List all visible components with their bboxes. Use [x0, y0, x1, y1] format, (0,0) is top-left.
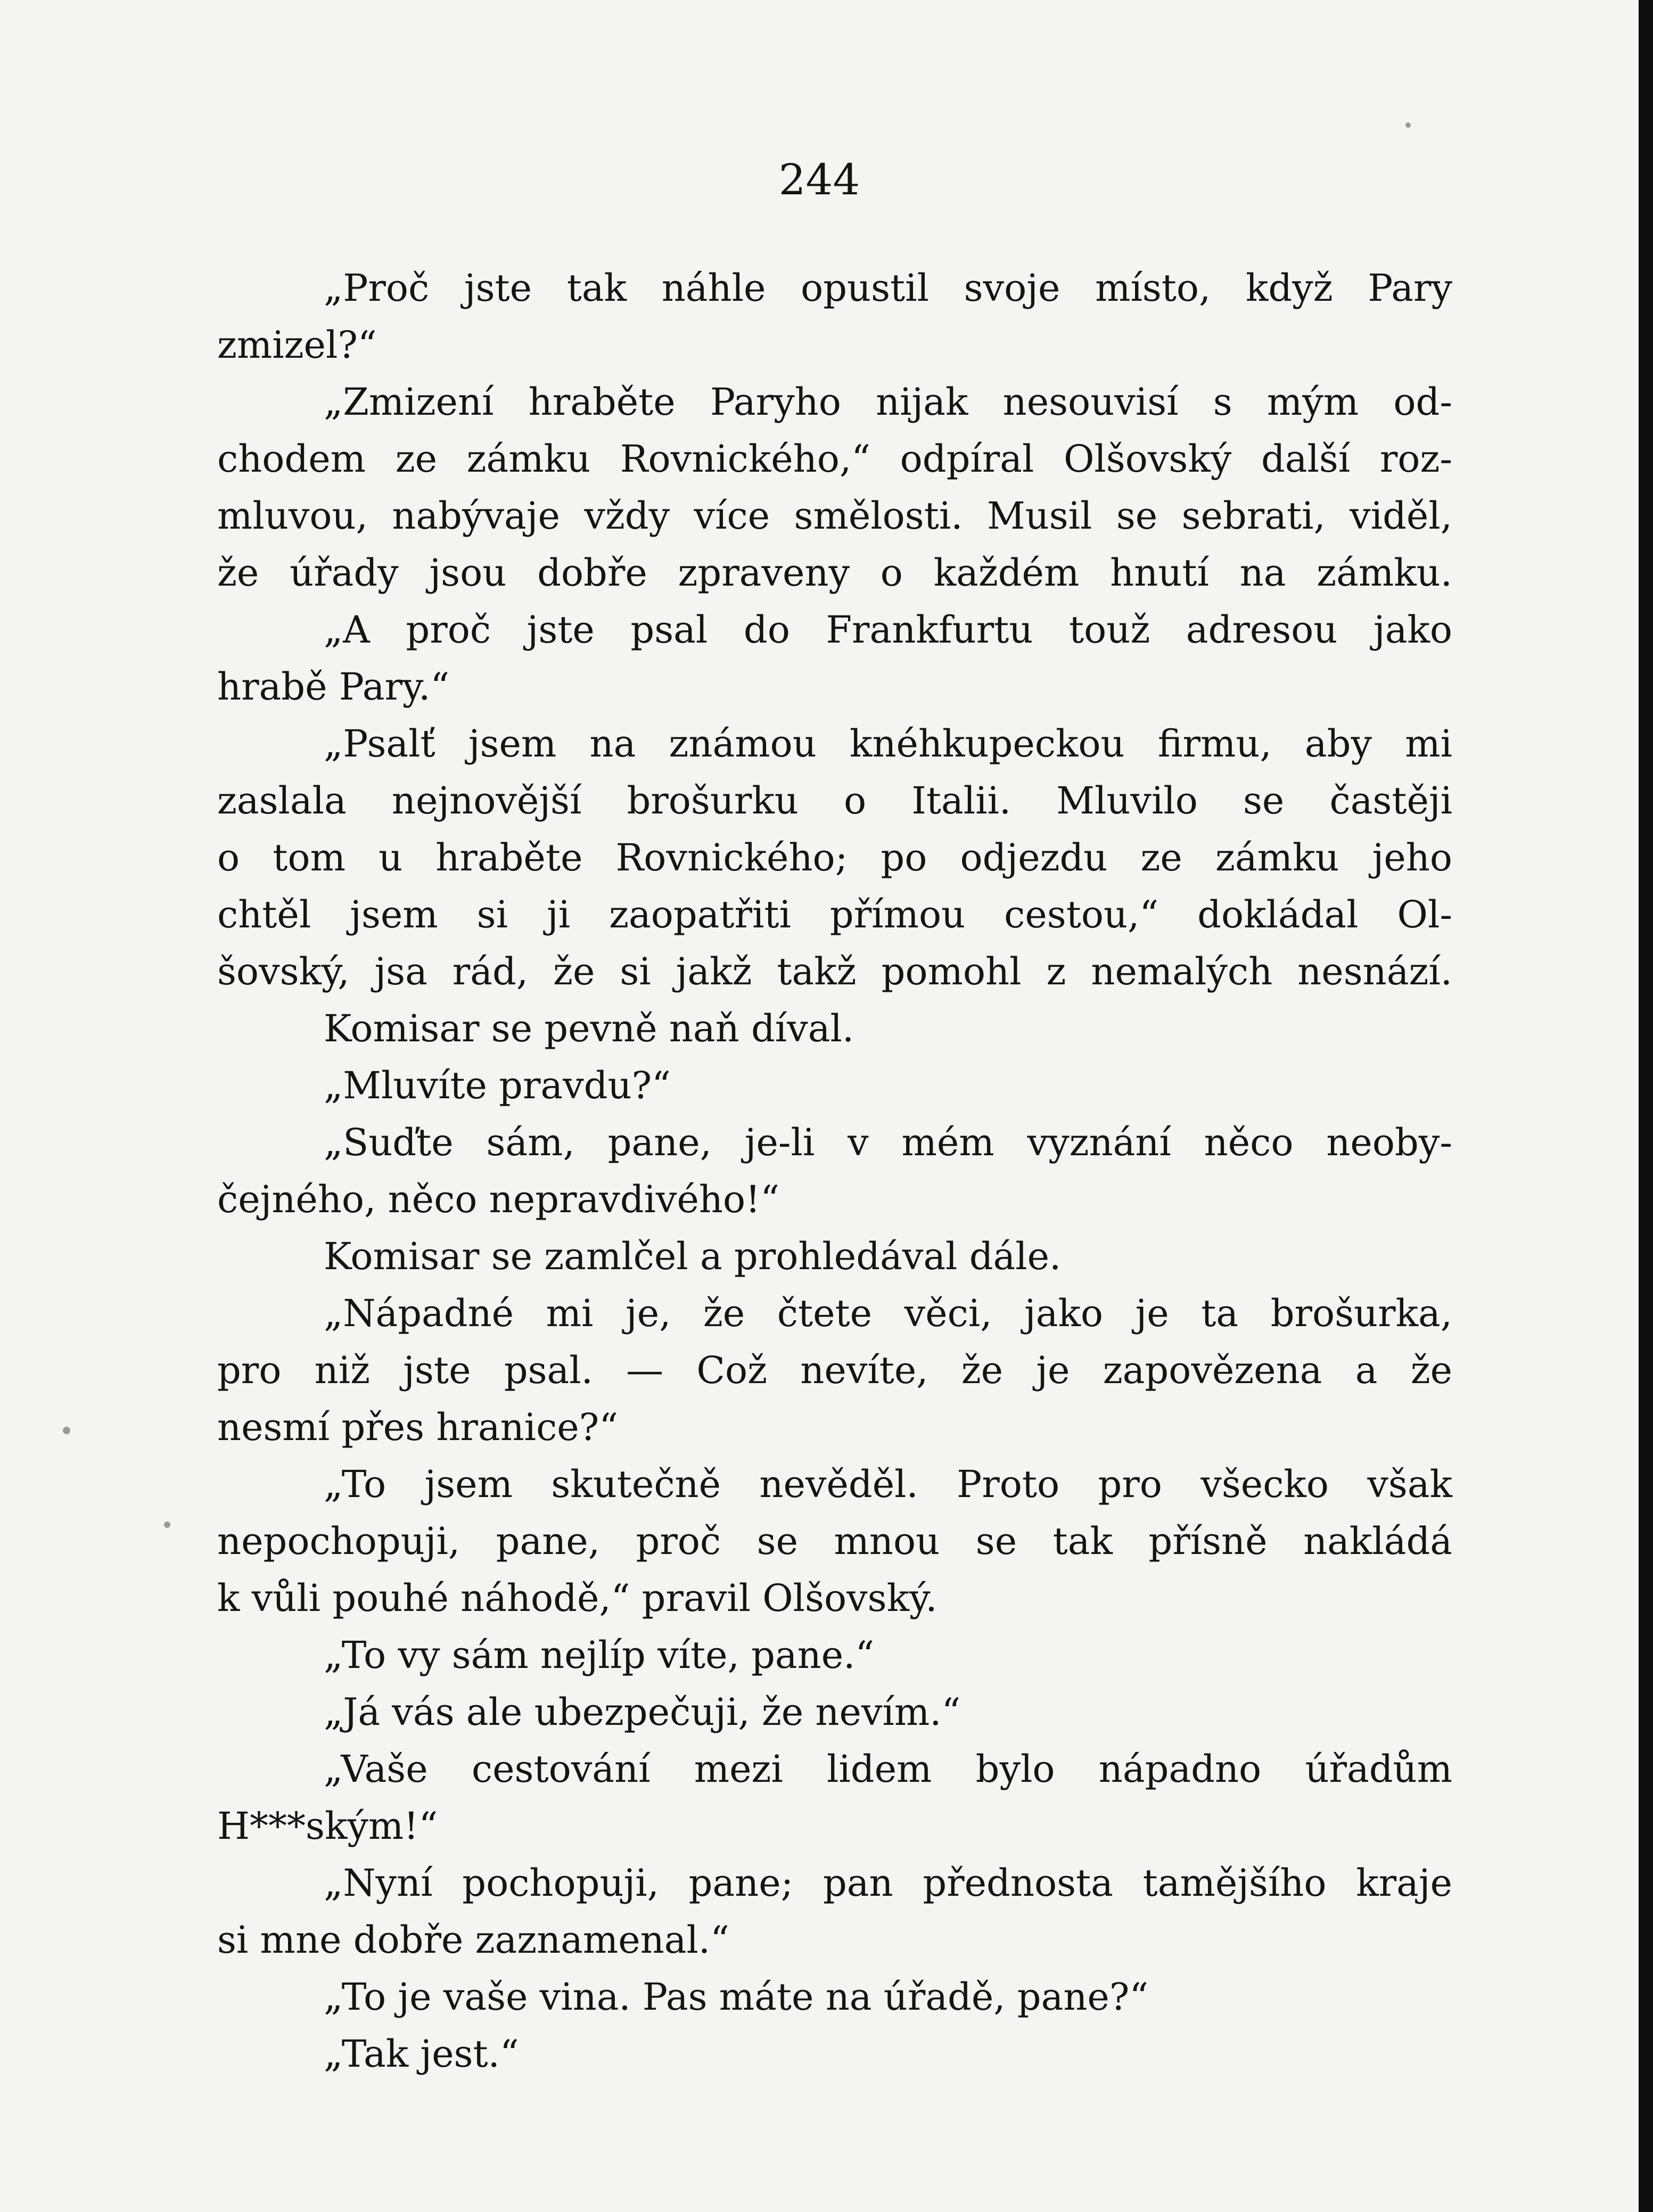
text-line: „Tak jest.“ [324, 2032, 519, 2076]
body-text [217, 260, 1452, 2083]
text-line: zaslala nejnovější brošurku o Italii. Mluvilo se častěji [217, 779, 1452, 823]
text-line: „To je vaše vina. Pas máte na úřadě, pane?“ [324, 1975, 1149, 2019]
text-line: „Psalť jsem na známou knéhkupeckou firmu, aby mi [324, 722, 1452, 766]
text-line: chodem ze zámku Rovnického,“ odpíral Olšovský další roz- [217, 437, 1452, 481]
text-line: nepochopuji, pane, proč se mnou se tak přísně nakládá [217, 1519, 1452, 1563]
text-line: nesmí přes hranice?“ [217, 1405, 619, 1449]
text-line: Komisar se zamlčel a prohledával dále. [324, 1235, 1062, 1278]
text-line: „A proč jste psal do Frankfurtu touž adresou jako [324, 608, 1452, 652]
text-line: si mne dobře zaznamenal.“ [217, 1918, 729, 1962]
text-line: chtěl jsem si ji zaopatřiti přímou cestou,“ dokládal Ol- [217, 893, 1452, 936]
page-speck [164, 1522, 170, 1528]
text-line: Komisar se pevně naň díval. [324, 1007, 854, 1050]
text-line: šovský, jsa rád, že si jakž takž pomohl z nemalých nesnází. [217, 950, 1452, 993]
text-line: hrabě Pary.“ [217, 665, 450, 709]
page-speck [63, 1427, 70, 1434]
text-line: H***ským!“ [217, 1804, 438, 1848]
text-line: zmizel?“ [217, 323, 377, 367]
text-line: čejného, něco nepravdivého!“ [217, 1178, 780, 1221]
text-line: „Já vás ale ubezpečuji, že nevím.“ [324, 1690, 961, 1734]
text-line: „To vy sám nejlíp víte, pane.“ [324, 1633, 875, 1677]
scan-edge [1639, 0, 1653, 2212]
page-number: 244 [778, 155, 860, 204]
text-line: „Suďte sám, pane, je-li v mém vyznání něco neoby- [324, 1121, 1452, 1164]
text-line: „Mluvíte pravdu?“ [324, 1064, 671, 1107]
text-line: „Zmizení hraběte Paryho nijak nesouvisí s mým od- [324, 380, 1452, 424]
text-line: „To jsem skutečně nevěděl. Proto pro všecko však [324, 1462, 1452, 1506]
text-line: k vůli pouhé náhodě,“ pravil Olšovský. [217, 1576, 937, 1620]
text-line: mluvou, nabývaje vždy více smělosti. Musil se sebrati, viděl, [217, 494, 1452, 538]
text-line: že úřady jsou dobře zpraveny o každém hnutí na zámku. [217, 551, 1452, 595]
text-line: „Nápadné mi je, že čtete věci, jako je ta brošurka, [324, 1292, 1452, 1335]
text-line: o tom u hraběte Rovnického; po odjezdu ze zámku jeho [217, 836, 1452, 879]
text-line: „Vaše cestování mezi lidem bylo nápadno úřadům [324, 1747, 1452, 1791]
text-line: pro niž jste psal. — Což nevíte, že je zapovězena a že [217, 1348, 1452, 1392]
text-line: „Proč jste tak náhle opustil svoje místo, když Pary [324, 266, 1452, 310]
text-line: „Nyní pochopuji, pane; pan přednosta tamějšího kraje [324, 1861, 1452, 1905]
page-speck [1405, 122, 1411, 128]
